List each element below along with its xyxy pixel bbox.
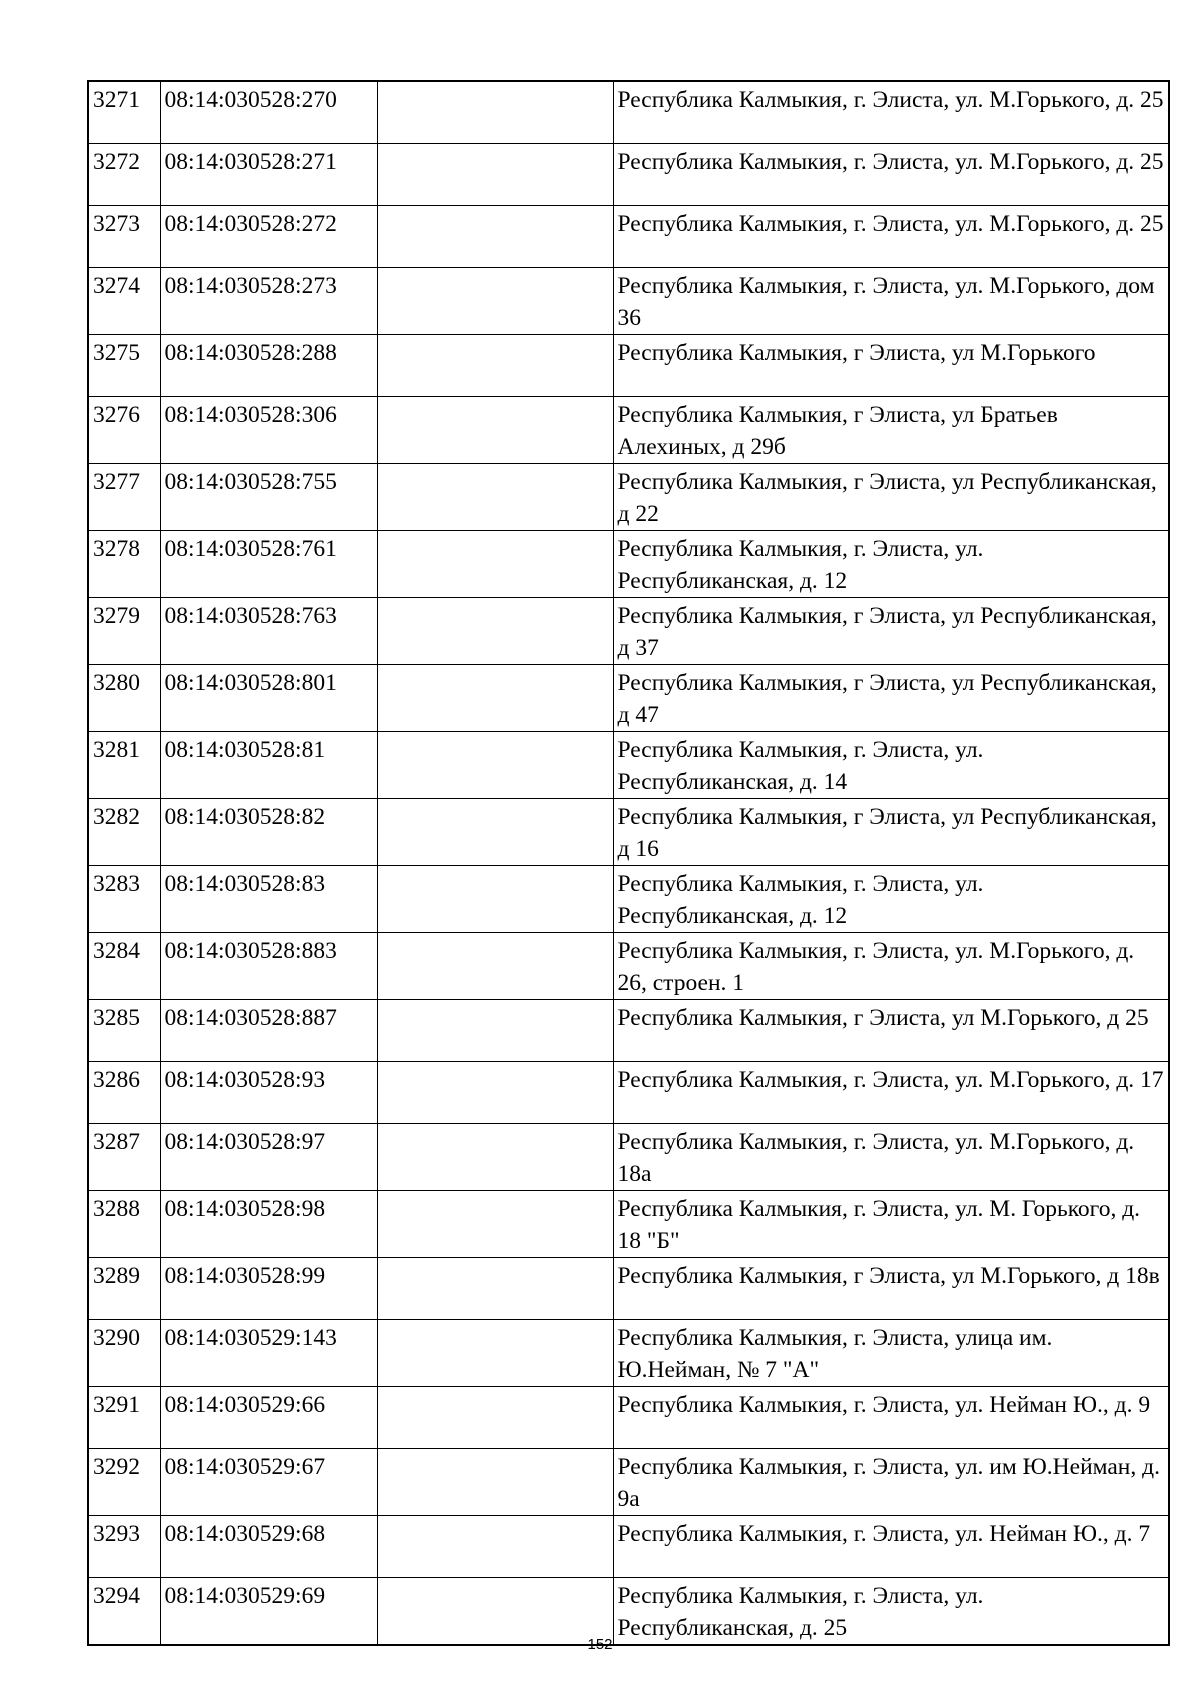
table-row [88, 1319, 1169, 1386]
address-cell: Республика Калмыкия, г. Элиста, ул. Республиканская, д. 25 [613, 1577, 1169, 1645]
cadastral-number-cell: 08:14:030529:143 [160, 1319, 377, 1386]
table-row [88, 999, 1169, 1061]
row-number-cell: 3286 [88, 1061, 160, 1123]
table-row [88, 267, 1169, 334]
empty-cell [377, 597, 613, 664]
address-cell: Республика Калмыкия, г Элиста, ул М.Горького, д 25 [613, 999, 1169, 1061]
empty-cell [377, 1319, 613, 1386]
address-cell: Республика Калмыкия, г. Элиста, ул. М.Горького, д. 18а [613, 1123, 1169, 1190]
cadastral-number-cell: 08:14:030528:272 [160, 205, 377, 267]
cadastral-number-cell: 08:14:030528:81 [160, 731, 377, 798]
table-row [88, 1257, 1169, 1319]
table-row [88, 865, 1169, 932]
address-cell: Республика Калмыкия, г. Элиста, ул. Республиканская, д. 12 [613, 530, 1169, 597]
cadastral-number-cell: 08:14:030528:93 [160, 1061, 377, 1123]
row-number-cell: 3290 [88, 1319, 160, 1386]
address-cell: Республика Калмыкия, г. Элиста, ул. М.Горького, дом 36 [613, 267, 1169, 334]
address-cell: Республика Калмыкия, г. Элиста, ул. Республиканская, д. 14 [613, 731, 1169, 798]
table-row [88, 530, 1169, 597]
empty-cell [377, 1061, 613, 1123]
table-row [88, 334, 1169, 396]
registry-table [87, 80, 1170, 1646]
page-number: 152 [587, 1636, 613, 1653]
cadastral-number-cell: 08:14:030528:306 [160, 396, 377, 463]
row-number-cell: 3283 [88, 865, 160, 932]
cadastral-number-cell: 08:14:030529:69 [160, 1577, 377, 1645]
address-cell: Республика Калмыкия, г Элиста, ул Братьев Алехиных, д 29б [613, 396, 1169, 463]
table-row [88, 143, 1169, 205]
empty-cell [377, 1386, 613, 1448]
address-cell: Республика Калмыкия, г Элиста, ул М.Горького [613, 334, 1169, 396]
cadastral-number-cell: 08:14:030529:68 [160, 1515, 377, 1577]
table-row [88, 1123, 1169, 1190]
cadastral-number-cell: 08:14:030528:97 [160, 1123, 377, 1190]
cadastral-number-cell: 08:14:030529:67 [160, 1448, 377, 1515]
table-row [88, 463, 1169, 530]
row-number-cell: 3277 [88, 463, 160, 530]
address-cell: Республика Калмыкия, г. Элиста, ул. М.Горького, д. 17 [613, 1061, 1169, 1123]
cadastral-number-cell: 08:14:030528:887 [160, 999, 377, 1061]
row-number-cell: 3289 [88, 1257, 160, 1319]
table-row [88, 205, 1169, 267]
empty-cell [377, 267, 613, 334]
empty-cell [377, 81, 613, 143]
cadastral-number-cell: 08:14:030528:270 [160, 81, 377, 143]
row-number-cell: 3278 [88, 530, 160, 597]
table-row [88, 1190, 1169, 1257]
empty-cell [377, 798, 613, 865]
cadastral-number-cell: 08:14:030528:761 [160, 530, 377, 597]
cadastral-number-cell: 08:14:030528:83 [160, 865, 377, 932]
table-row [88, 1515, 1169, 1577]
row-number-cell: 3287 [88, 1123, 160, 1190]
cadastral-number-cell: 08:14:030528:288 [160, 334, 377, 396]
cadastral-number-cell: 08:14:030528:271 [160, 143, 377, 205]
row-number-cell: 3293 [88, 1515, 160, 1577]
row-number-cell: 3285 [88, 999, 160, 1061]
cadastral-number-cell: 08:14:030528:99 [160, 1257, 377, 1319]
table-row [88, 396, 1169, 463]
table-row [88, 1448, 1169, 1515]
table-row [88, 1061, 1169, 1123]
empty-cell [377, 865, 613, 932]
empty-cell [377, 1257, 613, 1319]
address-cell: Республика Калмыкия, г Элиста, ул Республиканская, д 22 [613, 463, 1169, 530]
empty-cell [377, 396, 613, 463]
empty-cell [377, 1448, 613, 1515]
address-cell: Республика Калмыкия, г. Элиста, ул. Нейман Ю., д. 9 [613, 1386, 1169, 1448]
table-row [88, 597, 1169, 664]
row-number-cell: 3291 [88, 1386, 160, 1448]
empty-cell [377, 1190, 613, 1257]
row-number-cell: 3292 [88, 1448, 160, 1515]
table-row [88, 664, 1169, 731]
row-number-cell: 3275 [88, 334, 160, 396]
empty-cell [377, 205, 613, 267]
address-cell: Республика Калмыкия, г Элиста, ул Республиканская, д 47 [613, 664, 1169, 731]
address-cell: Республика Калмыкия, г Элиста, ул Республиканская, д 16 [613, 798, 1169, 865]
empty-cell [377, 664, 613, 731]
address-cell: Республика Калмыкия, г Элиста, ул М.Горького, д 18в [613, 1257, 1169, 1319]
empty-cell [377, 1577, 613, 1645]
row-number-cell: 3272 [88, 143, 160, 205]
empty-cell [377, 1515, 613, 1577]
empty-cell [377, 143, 613, 205]
table-row [88, 1386, 1169, 1448]
table-row [88, 81, 1169, 143]
row-number-cell: 3280 [88, 664, 160, 731]
row-number-cell: 3276 [88, 396, 160, 463]
address-cell: Республика Калмыкия, г. Элиста, ул. М.Горького, д. 25 [613, 81, 1169, 143]
empty-cell [377, 999, 613, 1061]
empty-cell [377, 530, 613, 597]
address-cell: Республика Калмыкия, г. Элиста, ул. М.Горького, д. 25 [613, 205, 1169, 267]
address-cell: Республика Калмыкия, г. Элиста, ул. М. Горького, д. 18 "Б" [613, 1190, 1169, 1257]
row-number-cell: 3271 [88, 81, 160, 143]
empty-cell [377, 932, 613, 999]
row-number-cell: 3273 [88, 205, 160, 267]
cadastral-number-cell: 08:14:030528:755 [160, 463, 377, 530]
row-number-cell: 3274 [88, 267, 160, 334]
table-row [88, 798, 1169, 865]
address-cell: Республика Калмыкия, г. Элиста, ул. Нейман Ю., д. 7 [613, 1515, 1169, 1577]
address-cell: Республика Калмыкия, г. Элиста, ул. Республиканская, д. 12 [613, 865, 1169, 932]
cadastral-number-cell: 08:14:030528:273 [160, 267, 377, 334]
row-number-cell: 3282 [88, 798, 160, 865]
cadastral-number-cell: 08:14:030528:763 [160, 597, 377, 664]
table-row [88, 1577, 1169, 1645]
table-row [88, 731, 1169, 798]
address-cell: Республика Калмыкия, г Элиста, ул Республиканская, д 37 [613, 597, 1169, 664]
cadastral-number-cell: 08:14:030528:883 [160, 932, 377, 999]
row-number-cell: 3294 [88, 1577, 160, 1645]
empty-cell [377, 1123, 613, 1190]
empty-cell [377, 731, 613, 798]
cadastral-number-cell: 08:14:030528:98 [160, 1190, 377, 1257]
address-cell: Республика Калмыкия, г. Элиста, ул. М.Горького, д. 26, строен. 1 [613, 932, 1169, 999]
row-number-cell: 3279 [88, 597, 160, 664]
cadastral-number-cell: 08:14:030528:801 [160, 664, 377, 731]
address-cell: Республика Калмыкия, г. Элиста, улица им. Ю.Нейман, № 7 "А" [613, 1319, 1169, 1386]
row-number-cell: 3288 [88, 1190, 160, 1257]
address-cell: Республика Калмыкия, г. Элиста, ул. М.Горького, д. 25 [613, 143, 1169, 205]
registry-table-body [88, 81, 1169, 1645]
cadastral-number-cell: 08:14:030529:66 [160, 1386, 377, 1448]
empty-cell [377, 334, 613, 396]
row-number-cell: 3281 [88, 731, 160, 798]
address-cell: Республика Калмыкия, г. Элиста, ул. им Ю.Нейман, д. 9а [613, 1448, 1169, 1515]
row-number-cell: 3284 [88, 932, 160, 999]
empty-cell [377, 463, 613, 530]
cadastral-number-cell: 08:14:030528:82 [160, 798, 377, 865]
table-row [88, 932, 1169, 999]
